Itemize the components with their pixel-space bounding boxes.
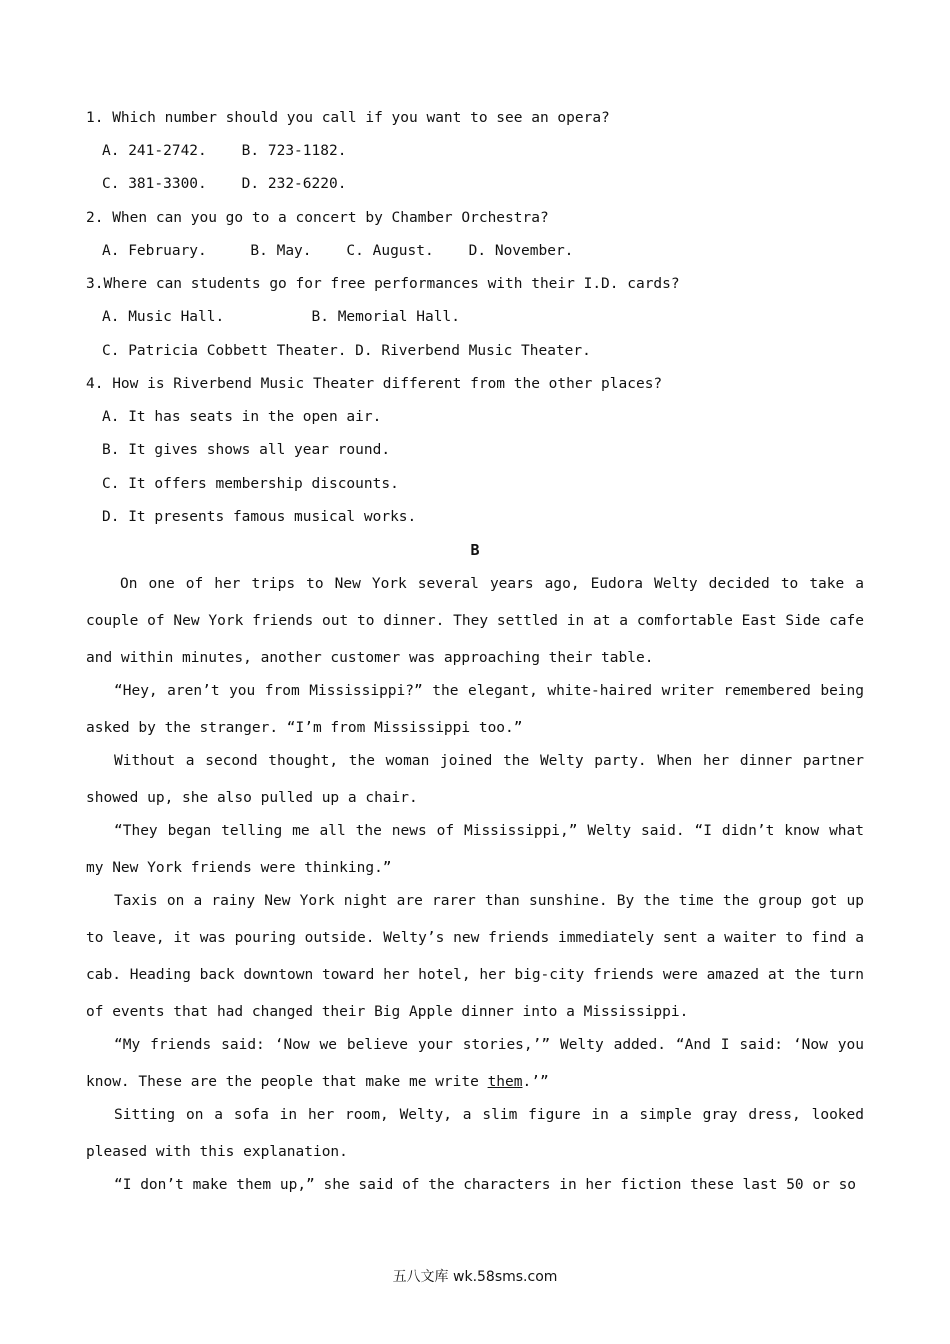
question-4-option-a: A. It has seats in the open air. — [102, 409, 382, 425]
passage-paragraph-2: “Hey, aren’t you from Mississippi?” the elegant, white-haired writer remembered being asked by the stranger. “I’m from Mississippi too.” — [86, 683, 864, 736]
question-3-options-row-2: C. Patricia Cobbett Theater. D. Riverbend Music Theater. — [102, 343, 591, 359]
question-3-options-row-1: A. Music Hall. B. Memorial Hall. — [102, 309, 460, 325]
question-3-stem: 3.Where can students go for free performances with their I.D. cards? — [86, 276, 680, 292]
passage-paragraph-6-end: .’” — [522, 1074, 549, 1090]
passage-paragraph-6 — [86, 1027, 864, 1101]
passage-paragraph-6-text: “My friends said: ‘Now we believe your stories,’” Welty added. “And I said: ‘Now you know. These are the people that make me write — [86, 1037, 864, 1090]
question-2-stem: 2. When can you go to a concert by Chamber Orchestra? — [86, 210, 549, 226]
passage-paragraph-7: Sitting on a sofa in her room, Welty, a slim figure in a simple gray dress, looked pleased with this explanation. — [86, 1107, 864, 1160]
passage — [86, 566, 864, 1204]
passage-paragraph-5: Taxis on a rainy New York night are rarer than sunshine. By the time the group got up to leave, it was pouring outside. Welty’s new friends immediately sent a waiter to find a cab. Heading back downtown toward her hotel, her big-city friends were amazed at the turn of events that had changed their Big Apple dinner into a Mississippi. — [86, 893, 864, 1020]
underlined-word-them: them — [487, 1074, 523, 1090]
passage-paragraph-3: Without a second thought, the woman joined the Welty party. When her dinner partner showed up, she also pulled up a chair. — [86, 753, 864, 806]
footer-watermark: 五八文库 wk.58sms.com — [392, 1269, 558, 1285]
passage-paragraph-4: “They began telling me all the news of Mississippi,” Welty said. “I didn’t know what my New York friends were thinking.” — [86, 823, 864, 876]
passage-paragraph-1: On one of her trips to New York several years ago, Eudora Welty decided to take a couple of New York friends out to dinner. They settled in at a comfortable East Side cafe and within minutes, another customer was approaching their table. — [86, 576, 864, 666]
question-1-stem: 1. Which number should you call if you want to see an opera? — [86, 110, 610, 126]
question-1-options-row-1: A. 241-2742. B. 723-1182. — [102, 143, 347, 159]
question-4-option-b: B. It gives shows all year round. — [102, 442, 391, 458]
question-2-options-row-1: A. February. B. May. C. August. D. November. — [102, 243, 574, 259]
passage-paragraph-8: “I don’t make them up,” she said of the characters in her fiction these last 50 or so — [114, 1177, 857, 1193]
question-1-options-row-2: C. 381-3300. D. 232-6220. — [102, 176, 347, 192]
question-4-option-c: C. It offers membership discounts. — [102, 476, 399, 492]
question-4-option-d: D. It presents famous musical works. — [102, 509, 417, 525]
question-4-stem: 4. How is Riverbend Music Theater different from the other places? — [86, 376, 663, 392]
section-label: B — [470, 541, 480, 559]
